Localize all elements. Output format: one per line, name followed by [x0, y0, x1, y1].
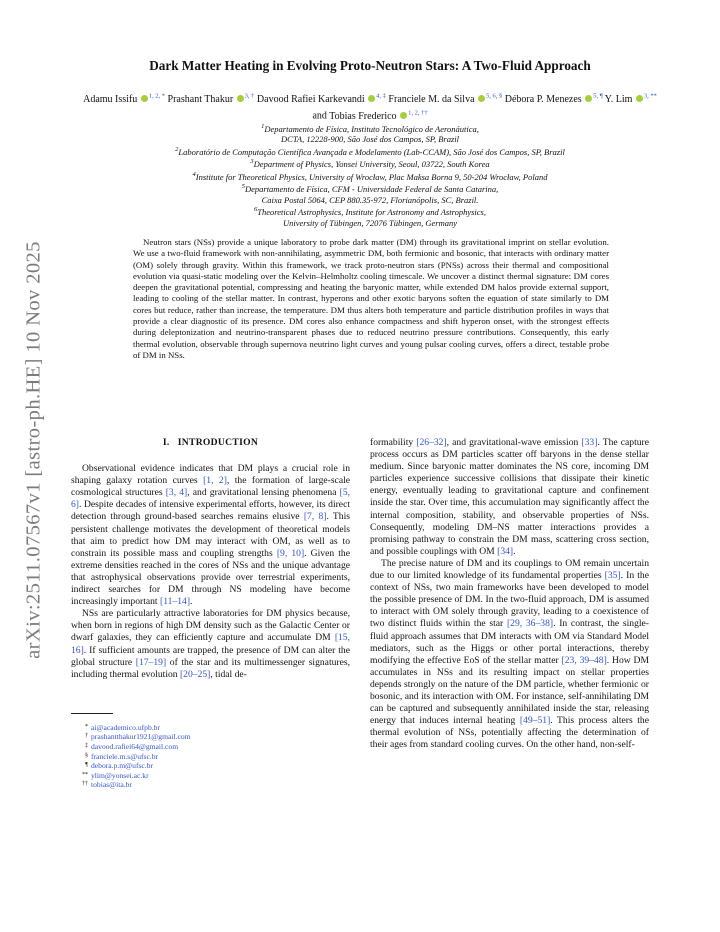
footnote: [71, 780, 350, 790]
right-paragraphs: [370, 437, 649, 751]
left-column: [71, 437, 350, 790]
author: Débora P. Menezes $^{5, \P}$: [504, 93, 603, 106]
paper-title: Dark Matter Heating in Evolving Proto-Neutron Stars: A Two-Fluid Approach: [149, 58, 591, 73]
affiliation-line: [70, 122, 670, 134]
author-conjunction: and: [312, 110, 327, 122]
affiliation-text: University of Tübingen, 72076 Tübingen, Germany: [283, 217, 457, 228]
author-affiliation-marker: 3, **: [643, 93, 657, 100]
footnote-mark: †: [85, 733, 88, 740]
email-link[interactable]: prashantthakur1921@gmail.com: [91, 732, 191, 742]
affiliation-line: [70, 134, 670, 145]
footnotes: [71, 723, 350, 790]
orcid-icon[interactable]: [400, 112, 407, 119]
affiliation-number: 4: [192, 170, 196, 178]
citation-link[interactable]: [20–25]: [179, 668, 211, 680]
affiliation-line: [70, 195, 670, 206]
footnote: [71, 761, 350, 771]
affiliation-text: Departamento de Física, CFM - Universidade Federal de Santa Catarina,: [244, 184, 499, 195]
citation-link[interactable]: [29, 36–38]: [506, 618, 554, 630]
right-column: [370, 437, 649, 751]
affiliation-text: Institute for Theoretical Physics, University of Wrocław, Plac Maksa Borna 9, 50-204 Wrocław, Poland: [195, 171, 548, 182]
affiliation-list: [70, 122, 670, 228]
citation-link[interactable]: [15, 16]: [71, 632, 350, 656]
author-affiliation-marker: 1, 2, ††: [408, 109, 428, 117]
footnote-mark: **: [82, 771, 88, 778]
affiliation-line: [70, 182, 670, 194]
footnote-mark: ¶: [85, 762, 88, 769]
section-heading: [71, 437, 350, 449]
email-link[interactable]: ylim@yonsei.ac.kr: [91, 770, 149, 780]
author-affiliation-marker: 5, 6, §: [486, 93, 503, 100]
citation-link[interactable]: [34]: [497, 545, 514, 557]
citation-link[interactable]: [33]: [581, 437, 598, 448]
footnote-mark: ††: [82, 781, 88, 788]
arxiv-sidebar: [14, 230, 54, 670]
affiliation-line: [70, 145, 670, 157]
paragraph: formability [26–32], and gravitational-wave emission [33]. The capture process occurs as DM particles scatter off baryons in the dense stellar medium. Since baryonic matter dominates the NS core, incoming DM particles experience successive collisions that dissipate their kinetic energy, eventually leading to gravitational capture and confinement inside the star. Over time, this accumulation may significantly affect the internal composition, stability, and observable properties of NSs. Consequently, modeling DM–NS matter interactions provides a promising pathway to constrain the DM mass, scattering cross section, and possible couplings with OM [34].: [370, 437, 649, 557]
arxiv-identifier: arXiv:2511.07567v1 [astro-ph.HE] 10 Nov 2025: [22, 241, 45, 659]
orcid-icon[interactable]: [636, 95, 643, 102]
citation-link[interactable]: [49–51]: [519, 715, 551, 727]
author-affiliation-marker: 1, 2, *: [148, 93, 166, 100]
paragraph: Observational evidence indicates that DM plays a crucial role in shaping galaxy rotation curves [1, 2], the formation of large-scale cosmological structures [3, 4], and gravitational lensing phenomena [5, 6]. Despite decades of intensive experimental efforts, however, its direct detection through ground-based searches remains elusive [7, 8]. This persistent challenge motivates the development of theoretical models that aim to predict how DM may interact with OM, as well as to constrain its possible mass and coupling strengths [9, 10]. Given the extreme densities reached in the cores of NSs and the unique advantage that astrophysical observations provide over terrestrial experiments, indirect searches for DM through NS modeling have become increasingly important [11–14].: [71, 463, 351, 608]
affiliation-number: 3: [250, 158, 254, 166]
author: Davood Rafiei Karkevandi $^{4, \ddagger}$: [256, 93, 386, 106]
footnote: [71, 752, 350, 762]
citation-link[interactable]: [3, 4]: [165, 487, 188, 499]
email-link[interactable]: davood.rafiei64@gmail.com: [91, 741, 179, 751]
email-link[interactable]: ai@academico.ufpb.br: [91, 722, 160, 732]
author-affiliation-marker: 5, ¶: [593, 93, 603, 100]
email-link[interactable]: tobias@ita.br: [91, 780, 132, 790]
affiliation-number: 5: [241, 183, 245, 191]
orcid-icon[interactable]: [478, 95, 485, 102]
affiliation-text: Theoretical Astrophysics, Institute for Astronomy and Astrophysics,: [257, 207, 486, 218]
footnote: [71, 742, 350, 752]
paragraph: NSs are particularly attractive laboratories for DM physics because, when born in regions of high DM density such as the Galactic Center or dwarf galaxies, they can efficiently capture and accumulate DM [15, 16]. If sufficient amounts are trapped, the presence of DM can alter the global structure [17–19] of the star and its multimessenger signatures, including thermal evolution [20–25], tidal de-: [71, 608, 350, 680]
affiliation-number: 1: [261, 123, 265, 130]
affiliation-line: [70, 205, 670, 217]
citation-link[interactable]: [5, 6]: [71, 487, 351, 511]
citation-link[interactable]: [7, 8]: [303, 511, 327, 523]
citation-link[interactable]: [1, 2]: [203, 475, 227, 487]
affiliation-text: Department of Physics, Yonsei University, Seoul, 03722, South Korea: [253, 159, 490, 170]
abstract: Neutron stars (NSs) provide a unique laboratory to probe dark matter (DM) through its gravitational imprint on stellar evolution. We use a two-fluid framework with non-annihilating, asymmetric DM, both fermionic and bosonic, that interacts with ordinary matter (OM) solely through gravity. Within this framework, we track proto-neutron stars (PNSs) across their thermal and compositional evolution via quasi-static modeling over the Kelvin–Helmholtz cooling timescale. We uncover a distinct thermal signature: DM cores deepen the gravitational potential, compressing and heating the baryonic matter, while extended DM halos provide external support, leading to cooling of the stellar matter. In contrast, hyperons and other exotic baryons soften the equation of state similarly to DM cores but reduce, rather than increase, the temperature. DM thus alters both temperature and particle distribution profiles in ways that provide a clear diagnostic of its presence. DM cores also enhance compactness and shift hyperon onset, with the strongest effects during deleptonization and neutrino-transparent phases due to reduced neutrino pressure contributions. Consequently, this early thermal evolution, observable through supernova neutrino light curves and young pulsar cooling curves, offers a direct, testable probe of DM in NSs.: [133, 237, 609, 360]
citation-link[interactable]: [23, 39–48]: [561, 654, 607, 666]
orcid-icon[interactable]: [368, 95, 375, 102]
author: Adamu Issifu $^{1, 2, *}$: [83, 93, 166, 106]
orcid-icon[interactable]: [141, 95, 148, 102]
author: Prashant Thakur $^{3, \dagger}$: [167, 93, 255, 106]
affiliation-line: [70, 218, 670, 229]
affiliation-text: Caixa Postal 5064, CEP 880.35-972, Florianópolis, SC, Brazil.: [261, 194, 479, 205]
footnote: [71, 723, 350, 733]
footnote-mark: §: [85, 752, 88, 759]
left-paragraphs: [71, 463, 350, 681]
author: Y. Lim $^{3, **}$: [604, 93, 657, 106]
footnote-mark: *: [85, 723, 88, 730]
citation-link[interactable]: [26–32]: [416, 437, 447, 448]
citation-link[interactable]: [17–19]: [135, 656, 167, 668]
citation-link[interactable]: [11–14]: [160, 596, 191, 608]
affiliation-line: [70, 157, 670, 169]
orcid-icon[interactable]: [237, 95, 244, 102]
affiliation-line: [70, 170, 670, 182]
affiliation-text: Departamento de Física, Instituto Tecnológico de Aeronáutica,: [264, 123, 479, 134]
affiliation-number: 6: [254, 206, 258, 214]
author: Franciele M. da Silva $^{5, 6, \S}$: [388, 93, 503, 106]
affiliation-number: 2: [175, 146, 179, 154]
author-affiliation-marker: 3, †: [244, 93, 255, 100]
email-link[interactable]: franciele.m.s@ufsc.br: [91, 751, 159, 761]
section-title: INTRODUCTION: [177, 437, 259, 448]
affiliation-text: DCTA, 12228-900, São José dos Campos, SP, Brazil: [281, 134, 459, 145]
author-list: [80, 90, 660, 123]
citation-link[interactable]: [9, 10]: [276, 547, 305, 559]
paragraph: The precise nature of DM and its couplings to OM remain uncertain due to our limited knowledge of its fundamental properties [35]. In the context of NSs, two main frameworks have been developed to model the possible presence of DM. In the two-fluid approach, DM is assumed to interact with OM solely through gravity, leading to a coexistence of two distinct fluids within the star [29, 36–38]. In contrast, the single-fluid approach assumes that DM interacts with OM via Standard Model mediators, such as the Higgs or other portal interactions, thereby modifying the effective EoS of the stellar matter [23, 39–48]. How DM accumulates in NSs and its resulting impact on stellar properties depends strongly on the nature of the DM particle, whether fermionic or bosonic, and its interaction with OM. For instance, self-annihilating DM can be captured and subsequently annihilated inside the star, releasing energy that induces internal heating [49–51]. This process alters the thermal evolution of NSs, potentially affecting the determination of their ages from standard cooling curves. On the other hand, non-self-: [370, 557, 649, 751]
author: Tobias Frederico $^{1, 2, \dagger\dagger}$: [329, 109, 428, 122]
email-link[interactable]: debora.p.m@ufsc.br: [91, 761, 154, 771]
footnote: [71, 732, 350, 742]
citation-link[interactable]: [35]: [604, 570, 621, 582]
orcid-icon[interactable]: [585, 95, 592, 102]
footnote-mark: ‡: [85, 742, 88, 749]
section-number: I.: [162, 437, 170, 448]
footnote-rule: [71, 713, 113, 714]
affiliation-text: Laboratório de Computação Científica Avançada e Modelamento (Lab-CCAM), São José dos Campos, SP, Brazil: [178, 146, 565, 157]
footnote: [71, 771, 350, 781]
author-affiliation-marker: 4, ‡: [376, 93, 386, 100]
